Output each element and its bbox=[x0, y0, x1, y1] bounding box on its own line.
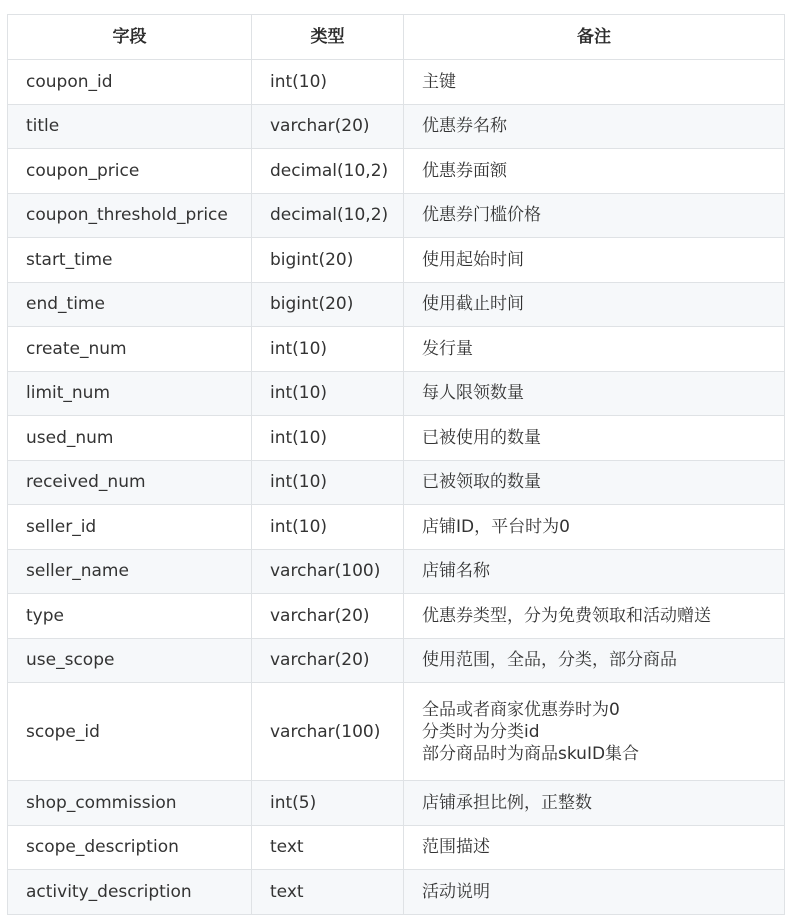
field-note-cell bbox=[404, 781, 785, 826]
field-note-cell bbox=[404, 870, 785, 915]
note-line: 使用截止时间 bbox=[422, 294, 524, 315]
note-line: 优惠券门槛价格 bbox=[422, 205, 541, 226]
field-note-cell bbox=[404, 594, 785, 639]
field-name-cell: create_num bbox=[8, 327, 252, 372]
field-type-cell: varchar(100) bbox=[252, 549, 404, 594]
field-type-cell: int(10) bbox=[252, 416, 404, 461]
field-name-cell: use_scope bbox=[8, 638, 252, 683]
field-name-cell: used_num bbox=[8, 416, 252, 461]
note-line: 活动说明 bbox=[422, 881, 490, 902]
field-note-cell bbox=[404, 416, 785, 461]
field-note-cell bbox=[404, 549, 785, 594]
table-row bbox=[8, 104, 785, 149]
field-type-cell: int(10) bbox=[252, 460, 404, 505]
field-name-cell: title bbox=[8, 104, 252, 149]
field-name-cell: coupon_id bbox=[8, 60, 252, 105]
note-line: 发行量 bbox=[422, 338, 473, 359]
table-row bbox=[8, 282, 785, 327]
field-type-cell: text bbox=[252, 870, 404, 915]
field-type-cell: decimal(10,2) bbox=[252, 193, 404, 238]
field-type-cell: varchar(20) bbox=[252, 594, 404, 639]
field-note-cell bbox=[404, 825, 785, 870]
field-name-cell: start_time bbox=[8, 238, 252, 283]
field-type-cell: int(10) bbox=[252, 505, 404, 550]
note-line: 全品或者商家优惠券时为0 bbox=[422, 699, 620, 720]
field-name-cell: scope_id bbox=[8, 683, 252, 781]
field-name-cell: type bbox=[8, 594, 252, 639]
note-line: 每人限领数量 bbox=[422, 383, 524, 404]
field-name-cell: coupon_threshold_price bbox=[8, 193, 252, 238]
field-note-cell bbox=[404, 282, 785, 327]
table-header bbox=[8, 15, 785, 60]
note-line: 店铺ID，平台时为0 bbox=[422, 516, 570, 537]
note-line: 使用起始时间 bbox=[422, 249, 524, 270]
note-line: 部分商品时为商品skuID集合 bbox=[422, 743, 640, 764]
table-row bbox=[8, 505, 785, 550]
field-note-cell bbox=[404, 104, 785, 149]
table-row bbox=[8, 416, 785, 461]
field-name-cell: shop_commission bbox=[8, 781, 252, 826]
note-line: 店铺承担比例，正整数 bbox=[422, 792, 592, 813]
table-row bbox=[8, 683, 785, 781]
note-line: 优惠券名称 bbox=[422, 116, 507, 137]
field-note-cell bbox=[404, 149, 785, 194]
field-name-cell: seller_id bbox=[8, 505, 252, 550]
field-type-cell: varchar(20) bbox=[252, 104, 404, 149]
coupon-schema-table bbox=[7, 14, 785, 915]
note-line: 优惠券面额 bbox=[422, 160, 507, 181]
note-line: 优惠券类型，分为免费领取和活动赠送 bbox=[422, 605, 711, 626]
table-row bbox=[8, 327, 785, 372]
field-note-cell bbox=[404, 238, 785, 283]
field-note-cell bbox=[404, 683, 785, 781]
field-type-cell: bigint(20) bbox=[252, 238, 404, 283]
table-row bbox=[8, 238, 785, 283]
field-type-cell: text bbox=[252, 825, 404, 870]
table-row bbox=[8, 825, 785, 870]
field-name-cell: limit_num bbox=[8, 371, 252, 416]
table-row bbox=[8, 781, 785, 826]
field-type-cell: varchar(100) bbox=[252, 683, 404, 781]
table-body bbox=[8, 60, 785, 915]
table-row bbox=[8, 638, 785, 683]
note-line: 已被使用的数量 bbox=[422, 427, 541, 448]
field-note-cell bbox=[404, 327, 785, 372]
header-type: 类型 bbox=[252, 15, 404, 60]
table-row bbox=[8, 60, 785, 105]
header-field: 字段 bbox=[8, 15, 252, 60]
table-row bbox=[8, 594, 785, 639]
table-row bbox=[8, 460, 785, 505]
table-row bbox=[8, 193, 785, 238]
field-note-cell bbox=[404, 60, 785, 105]
field-name-cell: received_num bbox=[8, 460, 252, 505]
table-row bbox=[8, 149, 785, 194]
field-note-cell bbox=[404, 505, 785, 550]
note-line: 已被领取的数量 bbox=[422, 472, 541, 493]
note-line: 范围描述 bbox=[422, 837, 490, 858]
field-type-cell: decimal(10,2) bbox=[252, 149, 404, 194]
field-type-cell: int(10) bbox=[252, 371, 404, 416]
field-type-cell: int(10) bbox=[252, 327, 404, 372]
field-note-cell bbox=[404, 371, 785, 416]
note-line: 使用范围，全品，分类，部分商品 bbox=[422, 650, 677, 671]
field-type-cell: int(5) bbox=[252, 781, 404, 826]
field-name-cell: seller_name bbox=[8, 549, 252, 594]
field-name-cell: end_time bbox=[8, 282, 252, 327]
field-name-cell: coupon_price bbox=[8, 149, 252, 194]
note-line: 店铺名称 bbox=[422, 561, 490, 582]
field-note-cell bbox=[404, 638, 785, 683]
field-name-cell: activity_description bbox=[8, 870, 252, 915]
field-note-cell bbox=[404, 193, 785, 238]
field-type-cell: bigint(20) bbox=[252, 282, 404, 327]
table-row bbox=[8, 371, 785, 416]
field-type-cell: varchar(20) bbox=[252, 638, 404, 683]
note-line: 分类时为分类id bbox=[422, 721, 540, 742]
field-type-cell: int(10) bbox=[252, 60, 404, 105]
table-row bbox=[8, 549, 785, 594]
schema-table-container bbox=[7, 14, 784, 915]
header-row bbox=[8, 15, 785, 60]
header-note: 备注 bbox=[404, 15, 785, 60]
table-row bbox=[8, 870, 785, 915]
note-line: 主键 bbox=[422, 71, 456, 92]
field-note-cell bbox=[404, 460, 785, 505]
field-name-cell: scope_description bbox=[8, 825, 252, 870]
